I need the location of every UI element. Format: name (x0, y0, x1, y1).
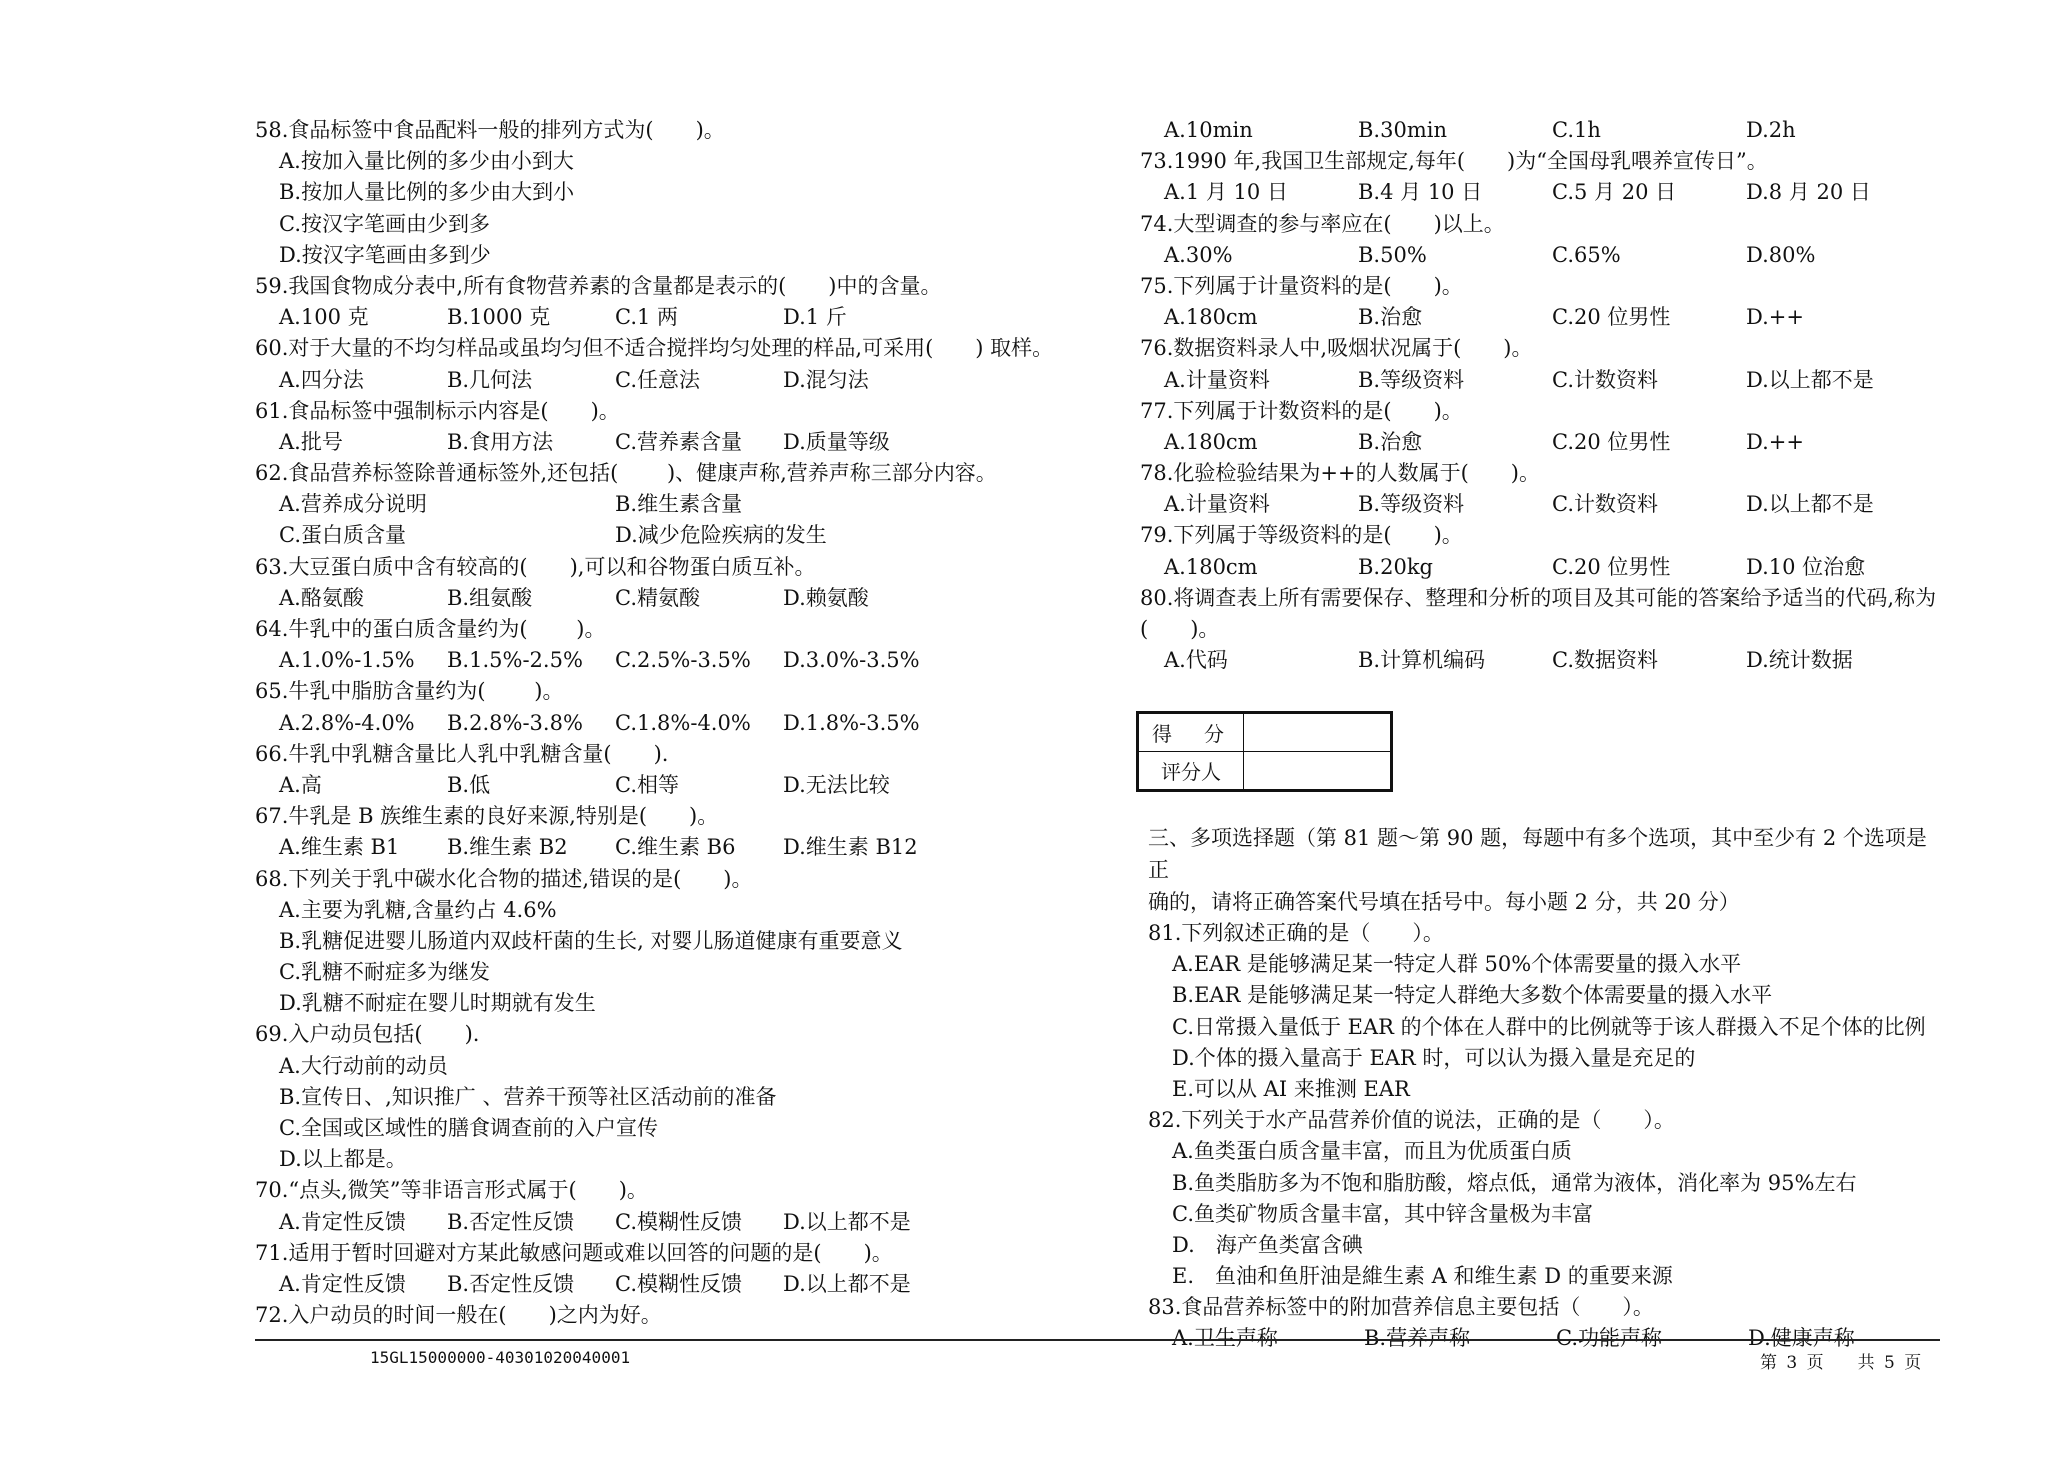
option-row (255, 427, 1095, 458)
answer-option: C.20 位男性 (1552, 305, 1671, 330)
answer-option: A.100 克 (279, 305, 369, 330)
answer-option: B.治愈 (1358, 305, 1423, 330)
answer-option: C.鱼类矿物质含量丰富，其中锌含量极为丰富 (1172, 1201, 1593, 1226)
answer-option: D.8 月 20 日 (1746, 180, 1871, 205)
question-stem: 78.化验检验结果为++的人数属于( )。 (1140, 461, 1540, 486)
question-stem: 83.食品营养标签中的附加营养信息主要包括（ ）。 (1148, 1295, 1654, 1320)
answer-option: D.++ (1746, 305, 1804, 330)
answer-option: A.计量资料 (1164, 492, 1270, 517)
answer-option: B.乳糖促进婴儿肠道内双歧杆菌的生长, 对婴儿肠道健康有重要意义 (279, 928, 903, 953)
question-stem: 76.数据资料录人中,吸烟状况属于( )。 (1140, 336, 1533, 361)
question-stem: 72.入户动员的时间一般在( )之内为好。 (255, 1303, 662, 1328)
option-row (1140, 645, 1940, 676)
score-label: 得 分 (1138, 713, 1244, 752)
answer-option: A.卫生声称 (1172, 1326, 1278, 1351)
answer-option: C.精氨酸 (615, 585, 700, 610)
answer-option: A.30% (1164, 242, 1233, 267)
answer-option: C.20 位男性 (1552, 554, 1671, 579)
option-row (1140, 240, 1940, 271)
question-stem: 58.食品标签中食品配料一般的排列方式为( )。 (255, 118, 725, 142)
answer-option: B.低 (447, 772, 491, 797)
question-stem: 81.下列叙述正确的是（ ）。 (1148, 921, 1444, 945)
answer-option: A.1 月 10 日 (1164, 180, 1288, 205)
answer-option: C.维生素 B6 (615, 835, 736, 860)
question-stem: 61.食品标签中强制标示内容是( )。 (255, 398, 620, 423)
answer-option: C.相等 (615, 772, 679, 797)
grader-cell (1244, 752, 1392, 791)
answer-option: A.180cm (1164, 554, 1258, 579)
answer-option: D.以上都不是 (783, 1271, 911, 1296)
answer-option: C.计数资料 (1552, 492, 1658, 517)
answer-option: C.乳糖不耐症多为继发 (279, 960, 490, 985)
answer-option: B.50% (1358, 242, 1427, 267)
question-stem: 79.下列属于等级资料的是( )。 (1140, 523, 1463, 548)
answer-option: A.四分法 (279, 367, 364, 392)
answer-option: D.乳糖不耐症在婴儿时期就有发生 (279, 991, 596, 1016)
answer-option: C.2.5%-3.5% (615, 648, 751, 673)
answer-option: D.2h (1746, 118, 1796, 142)
left-column (255, 115, 1095, 1331)
answer-option: C.20 位男性 (1552, 429, 1671, 454)
answer-option: B.否定性反馈 (447, 1271, 575, 1296)
answer-option: A.维生素 B1 (279, 835, 400, 860)
score-table (1136, 711, 1393, 792)
question-stem: ( )。 (1140, 617, 1220, 641)
answer-option: D.赖氨酸 (783, 585, 869, 610)
answer-option: D.10 位治愈 (1746, 554, 1866, 579)
answer-option: C.65% (1552, 242, 1621, 267)
option-row (255, 1269, 1095, 1300)
answer-option: A.180cm (1164, 429, 1258, 454)
option-row (255, 365, 1095, 396)
section-3-multiple-choice (1148, 822, 1940, 1355)
question-stem: 59.我国食物成分表中,所有食物营养素的含量都是表示的( )中的含量。 (255, 273, 942, 298)
answer-option: C.数据资料 (1552, 648, 1658, 673)
answer-option: B.几何法 (447, 367, 533, 392)
answer-option: D.1.8%-3.5% (783, 710, 920, 735)
answer-option: B.计算机编码 (1358, 648, 1486, 673)
answer-option: C.1h (1552, 118, 1601, 142)
answer-option: A.EAR 是能够满足某一特定人群 50%个体需要量的摄入水平 (1172, 952, 1742, 977)
answer-option: C.1.8%-4.0% (615, 710, 751, 735)
footer-document-code: 15GL15000000-40301020040001 (370, 1348, 631, 1367)
footer-divider (255, 1339, 1940, 1341)
answer-option: B.维生素 B2 (447, 835, 568, 860)
option-row (255, 520, 1095, 551)
option-row (255, 1207, 1095, 1238)
answer-option: D.以上都不是 (1746, 492, 1874, 517)
question-stem: 73.1990 年,我国卫生部规定,每年( )为“全国母乳喂养宣传日”。 (1140, 149, 1768, 174)
answer-option: A.肯定性反馈 (279, 1209, 406, 1234)
answer-option: D.按汉字笔画由多到少 (279, 242, 491, 267)
question-stem: 67.牛乳是 B 族维生素的良好来源,特别是( )。 (255, 804, 719, 829)
answer-option: B.治愈 (1358, 429, 1423, 454)
answer-option: D.以上都是。 (279, 1147, 407, 1172)
option-row (1140, 115, 1940, 146)
answer-option: C.任意法 (615, 367, 700, 392)
answer-option: A.180cm (1164, 305, 1258, 330)
answer-option: B.维生素含量 (615, 492, 743, 517)
question-stem: 63.大豆蛋白质中含有较高的( ),可以和谷物蛋白质互补。 (255, 554, 816, 579)
answer-option: B.否定性反馈 (447, 1209, 575, 1234)
answer-option: D.维生素 B12 (783, 835, 918, 860)
answer-option: A.10min (1164, 118, 1253, 142)
answer-option: A.主要为乳糖,含量约占 4.6% (279, 897, 557, 922)
answer-option: B.等级资料 (1358, 492, 1465, 517)
question-stem: 68.下列关于乳中碳水化合物的描述,错误的是( )。 (255, 866, 753, 891)
answer-option: B.宣传日、,知识推广 、营养干预等社区活动前的准备 (279, 1084, 777, 1109)
option-row (1140, 365, 1940, 396)
answer-option: A.营养成分说明 (279, 492, 427, 517)
question-stem: 77.下列属于计数资料的是( )。 (1140, 398, 1463, 423)
score-row (1138, 713, 1392, 752)
answer-option: A.按加入量比例的多少由小到大 (279, 149, 574, 174)
answer-option: A.鱼类蛋白质含量丰富，而且为优质蛋白质 (1172, 1139, 1572, 1164)
option-row (255, 645, 1095, 676)
answer-option: D.无法比较 (783, 772, 890, 797)
answer-option: B.按加人量比例的多少由大到小 (279, 180, 575, 205)
question-stem: 71.适用于暂时回避对方某此敏感问题或难以回答的问题的是( )。 (255, 1240, 893, 1265)
answer-option: C.全国或区域性的膳食调查前的入户宣传 (279, 1116, 658, 1140)
answer-option: D.健康声称 (1748, 1326, 1855, 1351)
answer-option: A.高 (279, 772, 322, 797)
answer-option: E. 鱼油和鱼肝油是維生素 A 和维生素 D 的重要来源 (1172, 1264, 1673, 1289)
answer-option: D.混匀法 (783, 367, 869, 392)
grader-row (1138, 752, 1392, 791)
answer-option: A.1.0%-1.5% (279, 648, 415, 673)
option-row (1140, 552, 1940, 583)
answer-option: B.组氨酸 (447, 585, 533, 610)
question-stem: 69.入户动员包括( ). (255, 1022, 480, 1047)
right-column (1140, 115, 1940, 676)
answer-option: B.1.5%-2.5% (447, 648, 583, 673)
option-row (1140, 489, 1940, 520)
question-stem: 80.将调查表上所有需要保存、整理和分析的项目及其可能的答案给予适当的代码,称为 (1140, 585, 1937, 610)
answer-option: D.以上都不是 (1746, 367, 1874, 392)
answer-option: A.批号 (279, 429, 343, 454)
answer-option: C.功能声称 (1556, 1326, 1662, 1351)
option-row (1140, 177, 1940, 208)
answer-option: B.EAR 是能够满足某一特定人群绝大多数个体需要量的摄入水平 (1172, 983, 1773, 1008)
answer-option: C.按汉字笔画由少到多 (279, 211, 490, 236)
answer-option: B.20kg (1358, 554, 1433, 579)
score-cell (1244, 713, 1392, 752)
answer-option: D.1 斤 (783, 305, 847, 330)
answer-option: A.大行动前的动员 (279, 1053, 448, 1078)
answer-option: D.以上都不是 (783, 1209, 911, 1234)
answer-option: A.计量资料 (1164, 367, 1270, 392)
answer-option: C.5 月 20 日 (1552, 180, 1677, 205)
answer-option: B.等级资料 (1358, 367, 1465, 392)
answer-option: C.蛋白质含量 (279, 523, 406, 548)
option-row (255, 770, 1095, 801)
answer-option: C.模糊性反馈 (615, 1209, 742, 1234)
option-row (255, 708, 1095, 739)
answer-option: E.可以从 AI 来推测 EAR (1172, 1076, 1410, 1101)
answer-option: B.营养声称 (1364, 1326, 1471, 1351)
answer-option: A.代码 (1164, 648, 1228, 673)
answer-option: D. 海产鱼类富含碘 (1172, 1232, 1363, 1257)
option-row (255, 489, 1095, 520)
question-stem: 74.大型调查的参与率应在( )以上。 (1140, 211, 1505, 236)
option-row (1140, 302, 1940, 333)
answer-option: C.营养素含量 (615, 429, 742, 454)
option-row (1140, 427, 1940, 458)
answer-option: B.食用方法 (447, 429, 554, 454)
answer-option: C.模糊性反馈 (615, 1271, 742, 1296)
question-stem: 64.牛乳中的蛋白质含量约为( )。 (255, 617, 606, 641)
question-stem: 66.牛乳中乳糖含量比人乳中乳糖含量( ). (255, 741, 669, 766)
answer-option: C.日常摄入量低于 EAR 的个体在人群中的比例就等于该人群摄入不足个体的比例 (1172, 1014, 1926, 1039)
section-3-title-line-1: 三、多项选择题（第 81 题～第 90 题，每题中有多个选项，其中至少有 2 个选项是正 (1148, 826, 1927, 882)
answer-option: A.肯定性反馈 (279, 1271, 406, 1296)
question-stem: 82.下列关于水产品营养价值的说法，正确的是（ ）。 (1148, 1108, 1675, 1133)
answer-option: D.质量等级 (783, 429, 890, 454)
grader-label: 评分人 (1138, 752, 1244, 791)
answer-option: B.30min (1358, 118, 1447, 142)
answer-option: B.1000 克 (447, 305, 551, 330)
answer-option: D.统计数据 (1746, 648, 1853, 673)
answer-option: B.2.8%-3.8% (447, 710, 583, 735)
answer-option: B.鱼类脂肪多为不饱和脂肪酸，熔点低，通常为液体，消化率为 95%左右 (1172, 1170, 1857, 1195)
section-3-title-line-2: 确的，请将正确答案代号填在括号中。每小题 2 分，共 20 分） (1148, 890, 1740, 914)
footer-page-number: 第 3 页 共 5 页 (1760, 1353, 1922, 1373)
question-stem: 60.对于大量的不均匀样品或虽均匀但不适合搅拌均匀处理的样品,可采用( ) 取样。 (255, 336, 1054, 361)
option-row (255, 832, 1095, 863)
answer-option: B.4 月 10 日 (1358, 180, 1483, 205)
answer-option: D.减少危险疾病的发生 (615, 523, 827, 548)
question-stem: 62.食品营养标签除普通标签外,还包括( )、健康声称,营养声称三部分内容。 (255, 461, 997, 486)
answer-option: A.酪氨酸 (279, 585, 364, 610)
answer-option: A.2.8%-4.0% (279, 710, 415, 735)
option-row (255, 302, 1095, 333)
answer-option: D.3.0%-3.5% (783, 648, 920, 673)
answer-option: C.计数资料 (1552, 367, 1658, 392)
answer-option: D.++ (1746, 429, 1804, 454)
question-stem: 70.“点头,微笑”等非语言形式属于( )。 (255, 1178, 648, 1203)
option-row (255, 583, 1095, 614)
answer-option: C.1 两 (615, 305, 679, 330)
question-stem: 65.牛乳中脂肪含量约为( )。 (255, 679, 564, 704)
answer-option: D.80% (1746, 242, 1816, 267)
question-stem: 75.下列属于计量资料的是( )。 (1140, 273, 1463, 298)
answer-option: D.个体的摄入量高于 EAR 时，可以认为摄入量是充足的 (1172, 1045, 1696, 1070)
section-3-questions (1148, 918, 1940, 1355)
